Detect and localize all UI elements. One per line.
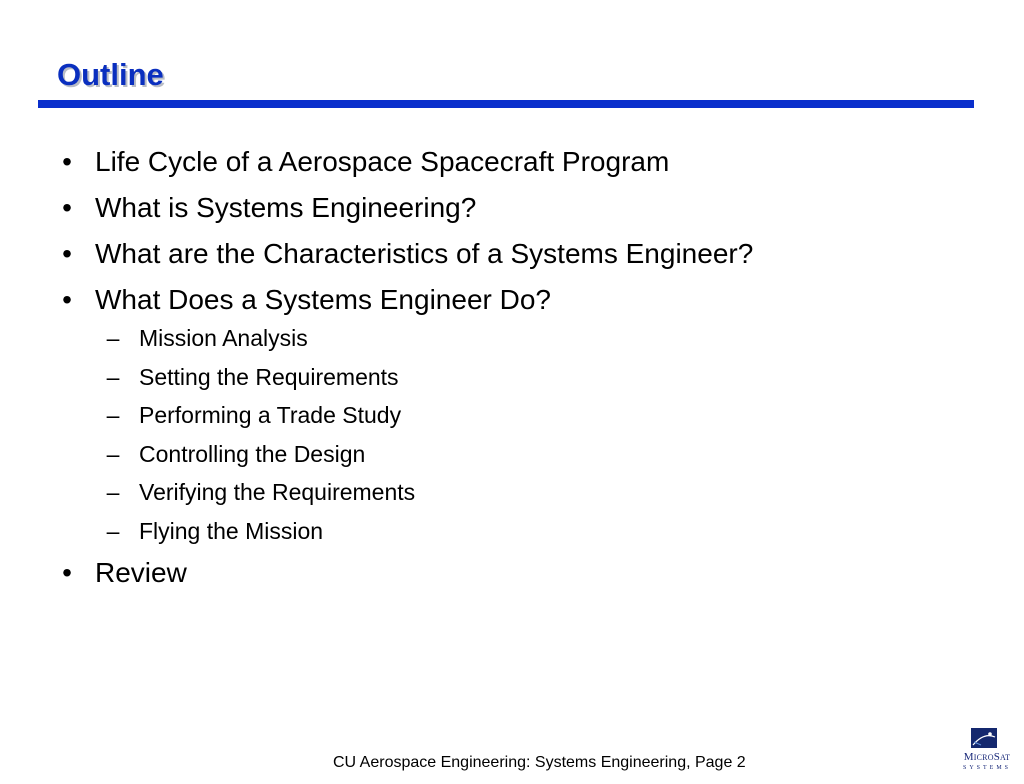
outline-item-text: What are the Characteristics of a Systems Engineer? bbox=[95, 238, 754, 269]
outline-item-text: What is Systems Engineering? bbox=[95, 192, 477, 223]
dash-bullet-icon: – bbox=[106, 517, 120, 544]
title-divider bbox=[38, 100, 974, 108]
outline-item bbox=[57, 144, 957, 180]
sub-outline-item bbox=[95, 401, 957, 429]
outline-item-text: Review bbox=[95, 557, 187, 588]
sub-outline-item bbox=[95, 324, 957, 352]
dash-bullet-icon: – bbox=[106, 479, 120, 505]
outline-list bbox=[57, 144, 957, 601]
logo-subtitle: SYSTEMS bbox=[962, 765, 1011, 771]
outline-item bbox=[57, 236, 957, 272]
bullet-icon: • bbox=[62, 284, 72, 315]
outline-item-text: Life Cycle of a Aerospace Spacecraft Program bbox=[95, 146, 670, 177]
sub-outline-item bbox=[95, 363, 957, 391]
sub-outline-item-text: Mission Analysis bbox=[139, 325, 308, 351]
outline-item bbox=[57, 190, 957, 226]
dash-bullet-icon: – bbox=[106, 440, 120, 467]
company-logo bbox=[956, 728, 1018, 776]
bullet-icon: • bbox=[62, 192, 72, 223]
dash-bullet-icon: – bbox=[106, 363, 120, 390]
sub-outline-item-text: Controlling the Design bbox=[139, 440, 366, 467]
bullet-icon: • bbox=[62, 557, 72, 588]
sub-outline-list bbox=[95, 324, 957, 545]
dash-bullet-icon: – bbox=[106, 402, 120, 428]
sub-outline-item-text: Performing a Trade Study bbox=[139, 402, 402, 428]
outline-item bbox=[57, 555, 957, 591]
dash-bullet-icon: – bbox=[106, 325, 120, 351]
sub-outline-item-text: Verifying the Requirements bbox=[139, 479, 416, 505]
bullet-icon: • bbox=[62, 238, 72, 269]
sub-outline-item-text: Setting the Requirements bbox=[139, 363, 399, 390]
logo-name: MicroSat bbox=[963, 751, 1011, 763]
sub-outline-item bbox=[95, 478, 957, 506]
slide-title: Outline bbox=[57, 57, 164, 92]
bullet-icon: • bbox=[62, 146, 72, 177]
sub-outline-item-text: Flying the Mission bbox=[139, 517, 324, 544]
outline-item-text: What Does a Systems Engineer Do? bbox=[95, 284, 551, 315]
slide-footer: CU Aerospace Engineering: Systems Engineering, Page 2 bbox=[333, 754, 746, 771]
satellite-orbit-icon bbox=[971, 728, 997, 748]
sub-outline-item bbox=[95, 440, 957, 468]
sub-outline-item bbox=[95, 517, 957, 545]
outline-item bbox=[57, 282, 957, 545]
